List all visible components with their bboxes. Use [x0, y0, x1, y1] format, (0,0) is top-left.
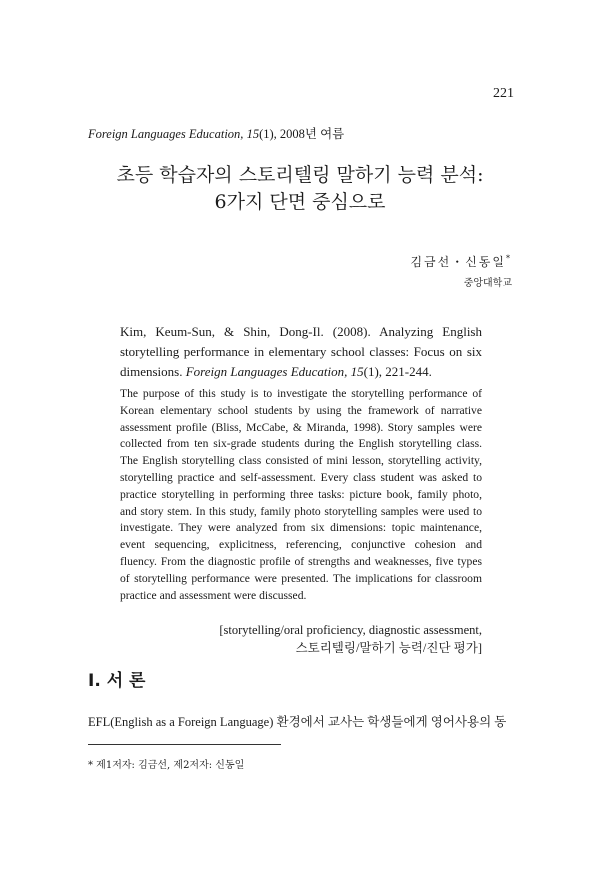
journal-volume: 15: [246, 127, 260, 141]
citation-journal: Foreign Languages Education,: [185, 364, 348, 379]
citation-issue-pages: (1), 221-244.: [363, 364, 432, 379]
keywords-korean: 스토리텔링/말하기 능력/진단 평가]: [295, 641, 482, 655]
affiliation: 중앙대학교: [463, 278, 512, 289]
footnote-divider: [88, 744, 281, 745]
page-number: 221: [493, 86, 514, 101]
abstract: The purpose of this study is to investigate the storytelling performance of Korean elementary school students by using the framework of narrative assessment profile (Bliss, McCabe, & Miranda, 1998). Story samples were collected from ten six-grade students during the English storytelling class. The English storytelling class consisted of mini lesson, storytelling activity, storytelling practice and self-assessment. Every class student was asked to practice storytelling in performing three tasks: picture book, family photo, and story stem. In this study, family photo storytelling samples were used to investigate. They were analyzed from six dimensions: topic maintenance, event sequencing, explicitness, referencing, conjunctive cohesion and fluency. From the diagnostic profile of strengths and weaknesses, five types of storytelling performance were presented. The implications for classroom practice and assessment were discussed.: [120, 387, 482, 602]
body-paragraph: EFL(English as a Foreign Language) 환경에서 교사는 학생들에게 영어사용의 동: [88, 715, 507, 729]
title-line-2: 6가지 단면 중심으로: [214, 191, 386, 213]
journal-header: [88, 124, 344, 142]
author-names: [410, 253, 512, 270]
journal-issue-year: (1), 2008년 여름: [259, 127, 345, 141]
citation: [120, 322, 482, 382]
title-line-1: 초등 학습자의 스토리텔링 말하기 능력 분석:: [116, 164, 484, 186]
footnote: * 제1저자: 김금선, 제2저자: 신동일: [88, 760, 245, 771]
citation-volume: 15: [350, 364, 364, 379]
citation-authors-year: Kim, Keum-Sun, & Shin, Dong-Il. (2008).: [120, 324, 371, 339]
author-list: 김금선・신동일: [410, 255, 506, 269]
citation-article-title: Analyzing English storytelling performance in elementary school classes: Focus on six dimensions.: [120, 324, 482, 379]
keywords-english: [storytelling/oral proficiency, diagnostic assessment,: [219, 623, 482, 637]
keywords: [219, 621, 482, 657]
section-heading: I. 서 론: [88, 671, 146, 691]
journal-name: Foreign Languages Education,: [88, 127, 244, 141]
author-footnote-mark: *: [506, 254, 512, 263]
paper-title: [0, 162, 600, 216]
